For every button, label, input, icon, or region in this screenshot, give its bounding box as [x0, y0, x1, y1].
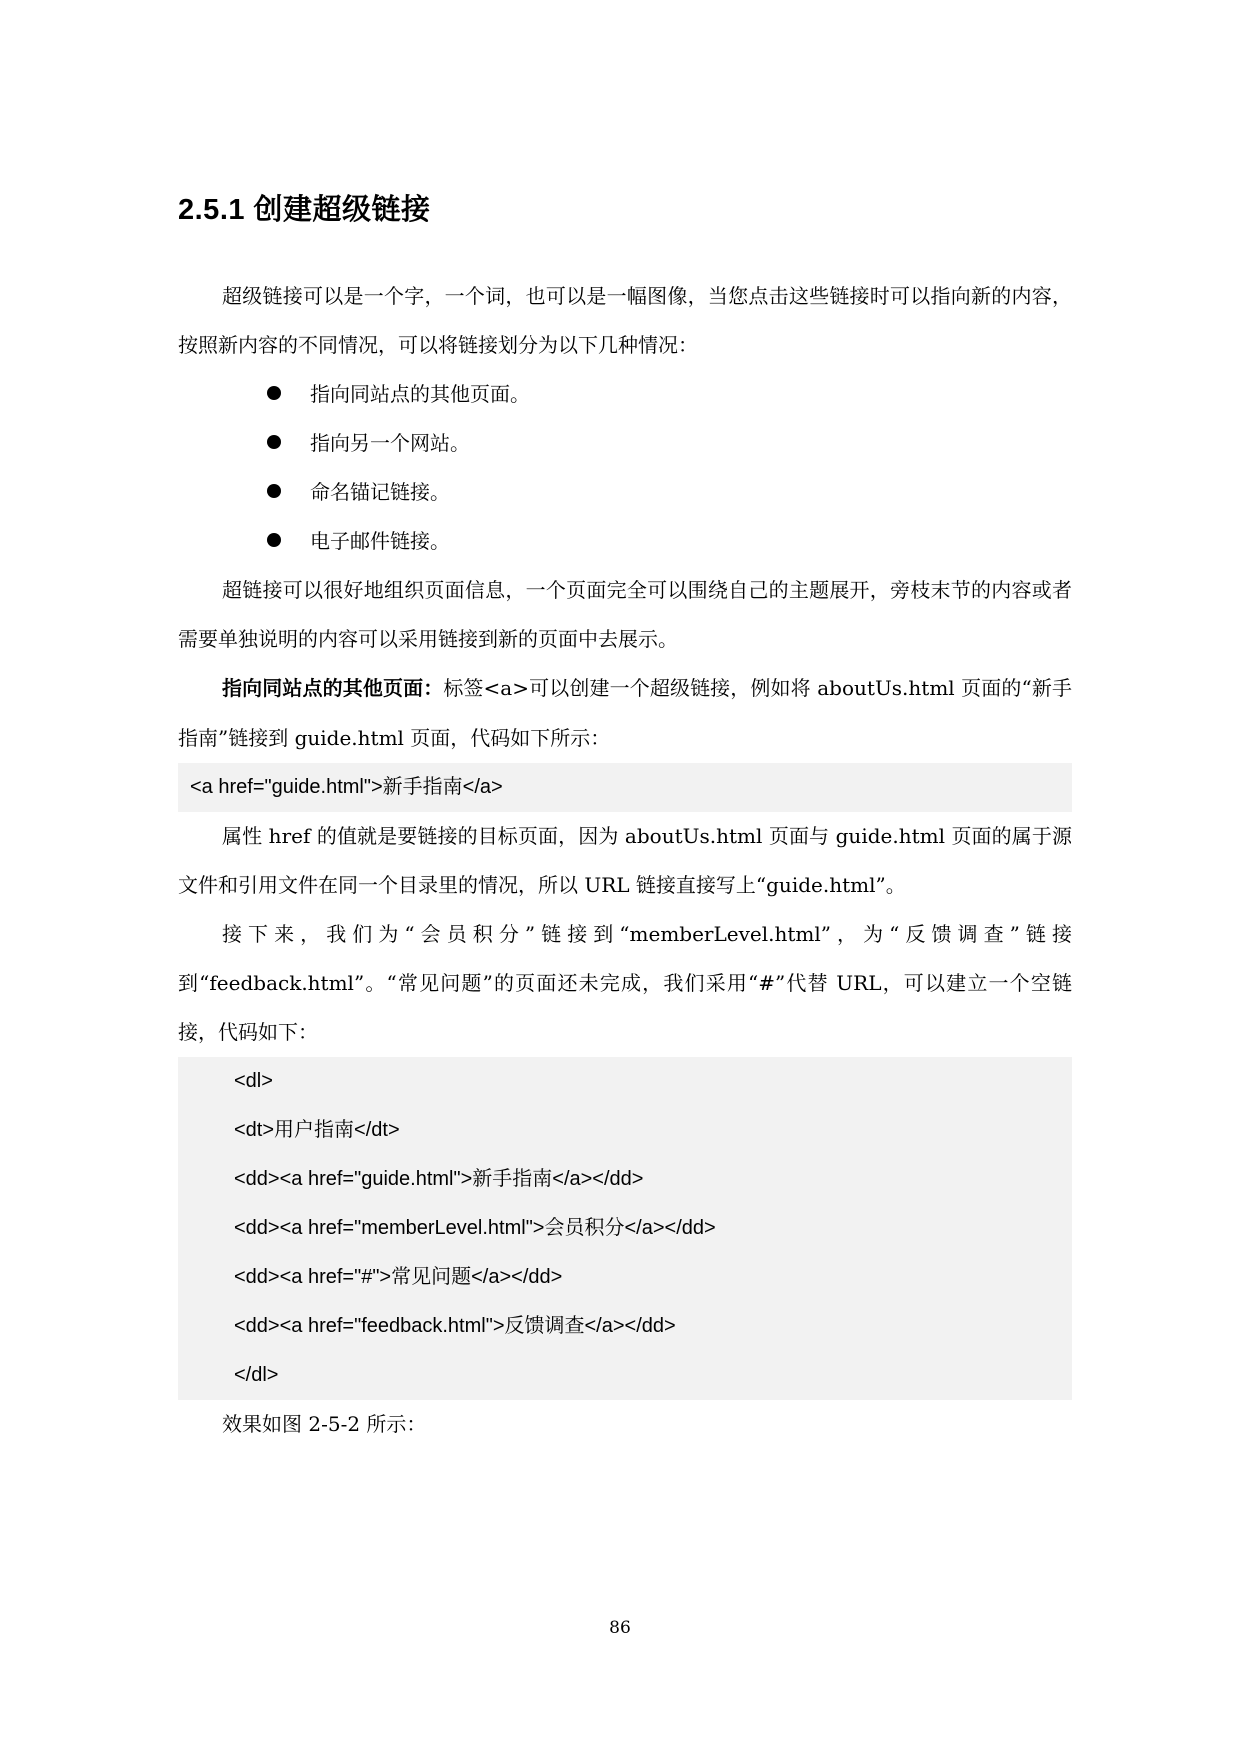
bullet-icon	[267, 484, 281, 498]
list-item-label: 指向另一个网站。	[310, 431, 470, 455]
link-type-list	[178, 370, 1072, 566]
bullet-icon	[267, 435, 281, 449]
same-site-link-text: 标签<a>可以创建一个超级链接，例如将 aboutUs.html 页面的“新手指南”链接到 guide.html 页面，代码如下所示：	[178, 676, 1072, 750]
list-item-label: 命名锚记链接。	[310, 480, 450, 504]
code-line: <dt>用户指南</dt>	[234, 1119, 400, 1141]
hyperlink-benefit-paragraph: 超链接可以很好地组织页面信息，一个页面完全可以围绕自己的主题展开，旁枝末节的内容或者需要单独说明的内容可以采用链接到新的页面中去展示。	[178, 578, 1072, 651]
code-block-guide-link	[178, 763, 1072, 812]
section-title: 2.5.1 创建超级链接	[178, 194, 431, 226]
intro-paragraph: 超级链接可以是一个字，一个词，也可以是一幅图像，当您点击这些链接时可以指向新的内容，按照新内容的不同情况，可以将链接划分为以下几种情况：	[178, 284, 1072, 357]
same-site-link-lead: 指向同站点的其他页面：	[222, 678, 444, 700]
code-line: <dd><a href="memberLevel.html">会员积分</a></dd>	[234, 1217, 716, 1239]
code-line: <a href="guide.html">新手指南</a>	[190, 776, 503, 798]
list-item	[178, 419, 1072, 468]
figure-reference-paragraph: 效果如图 2-5-2 所示：	[222, 1412, 427, 1436]
list-item	[178, 468, 1072, 517]
list-item-label: 指向同站点的其他页面。	[310, 382, 530, 406]
same-site-link-paragraph	[178, 664, 1072, 763]
list-item	[178, 517, 1072, 566]
code-line: <dd><a href="feedback.html">反馈调查</a></dd>	[234, 1315, 676, 1337]
bullet-icon	[267, 533, 281, 547]
code-line: <dd><a href="#">常见问题</a></dd>	[234, 1266, 563, 1288]
code-block-definition-list	[178, 1057, 1072, 1400]
bullet-icon	[267, 386, 281, 400]
list-item-label: 电子邮件链接。	[310, 529, 450, 553]
page-content	[178, 272, 1072, 1449]
href-explanation-paragraph: 属性 href 的值就是要链接的目标页面，因为 aboutUs.html 页面与 guide.html 页面的属于源文件和引用文件在同一个目录里的情况，所以 URL 链接直接写上“guide.html”。	[178, 824, 1072, 897]
code-line: <dl>	[234, 1070, 273, 1092]
code-line: <dd><a href="guide.html">新手指南</a></dd>	[234, 1168, 644, 1190]
page-number: 86	[609, 1618, 631, 1638]
list-item	[178, 370, 1072, 419]
code-line: </dl>	[234, 1364, 279, 1386]
next-steps-paragraph: 接下来，我们为“会员积分”链接到“memberLevel.html”，为“反馈调查”链接到“feedback.html”。“常见问题”的页面还未完成，我们采用“#”代替 URL，可以建立一个空链接，代码如下：	[178, 922, 1072, 1044]
